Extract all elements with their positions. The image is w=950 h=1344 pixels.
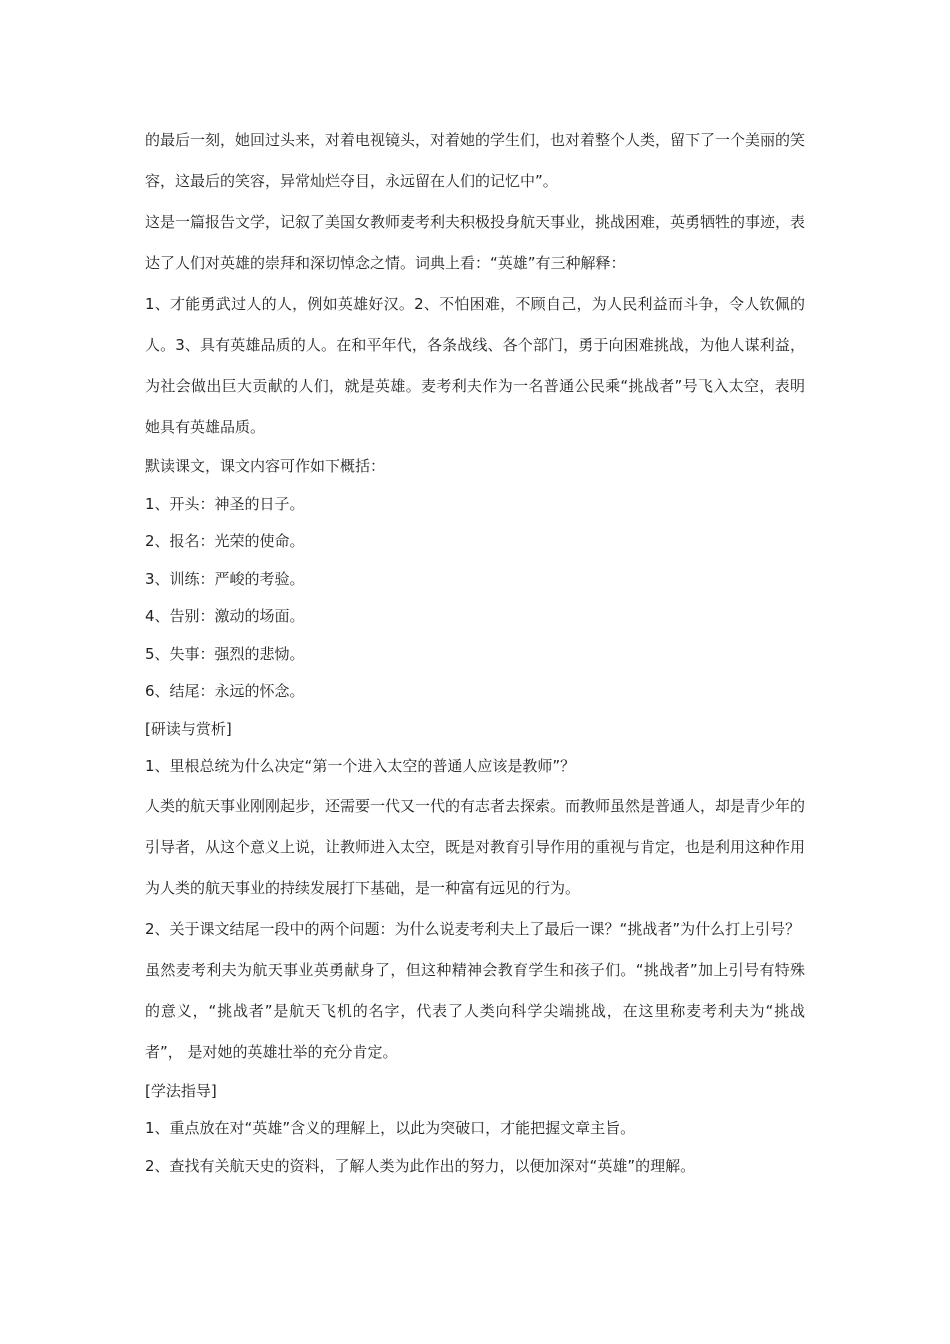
paragraph-outline-intro: 默读课文，课文内容可作如下概括： [145,457,386,475]
outline-item-4: 4、告别：激动的场面。 [145,607,305,625]
question-2: 2、关于课文结尾一段中的两个问题：为什么说麦考利夫上了最后一课？“挑战者”为什么打上引号？ [145,919,801,938]
paragraph-summary: 这是一篇报告文学，记叙了美国女教师麦考利夫积极投身航天事业，挑战困难，英勇牺牲的事迹，表达了人们对英雄的崇拜和深切悼念之情。词典上看：“英雄”有三种解释： [145,213,806,272]
method-item-2: 2、查找有关航天史的资料，了解人类为此作出的努力，以便加深对“英雄”的理解。 [145,1156,696,1175]
outline-item-5: 5、失事：强烈的悲恸。 [145,644,305,663]
outline-item-1: 1、开头：神圣的日子。 [145,494,305,513]
outline-item-3: 3、训练：严峻的考验。 [145,569,305,588]
paragraph-closing-smile: 的最后一刻，她回过头来，对着电视镜头，对着她的学生们，也对着整个人类，留下了一个美丽的笑容，这最后的笑容，异常灿烂夺目，永远留在人们的记忆中”。 [145,131,806,190]
question-1: 1、里根总统为什么决定“第一个进入太空的普通人应该是教师”？ [145,757,576,775]
answer-2: 虽然麦考利夫为航天事业英勇献身了，但这种精神会教育学生和孩子们。“挑战者”加上引号有特殊的意义，“挑战者”是航天飞机的名字，代表了人类向科学尖端挑战，在这里称麦考利夫为“挑战者”， 是对她的英雄壮举的充分肯定。 [145,960,805,1061]
outline-item-6: 6、结尾：永远的怀念。 [145,682,305,700]
section-heading-analysis: [研读与赏析] [145,719,232,738]
document-body [145,120,805,1185]
outline-item-2: 2、报名：光荣的使命。 [145,532,305,550]
section-heading-method: [学法指导] [145,1081,217,1100]
paragraph-hero-definitions: 1、才能勇武过人的人，例如英雄好汉。2、不怕困难，不顾自己，为人民利益而斗争，令人钦佩的人。3、具有英雄品质的人。在和平年代，各条战线、各个部门，勇于向困难挑战，为他人谋利益，为社会做出巨大贡献的人们，就是英雄。麦考利夫作为一名普通公民乘“挑战者”号飞入太空，表明她具有英雄品质。 [145,295,805,436]
method-item-1: 1、重点放在对“英雄”含义的理解上，以此为突破口，才能把握文章主旨。 [145,1119,636,1137]
answer-1: 人类的航天事业刚刚起步，还需要一代又一代的有志者去探索。而教师虽然是普通人，却是青少年的引导者，从这个意义上说，让教师进入太空，既是对教育引导作用的重视与肯定，也是利用这种作用为人类的航天事业的持续发展打下基础，是一种富有远见的行为。 [145,796,806,897]
